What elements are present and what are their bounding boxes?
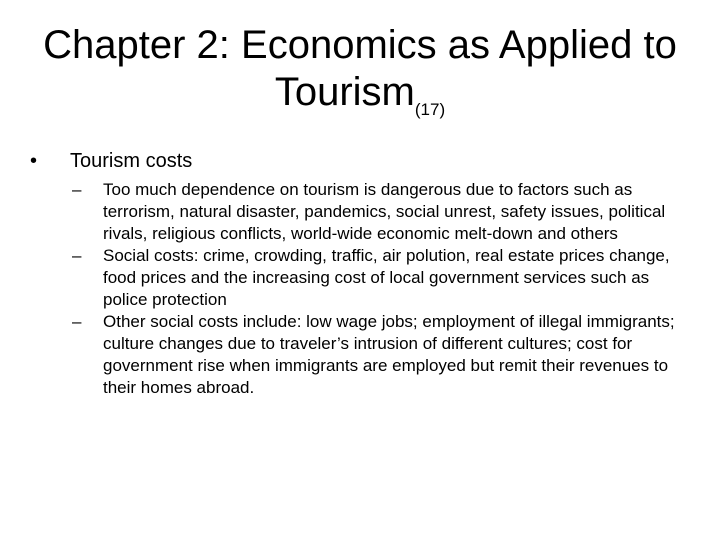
bullet-marker: • — [30, 150, 38, 172]
sub-bullet-item — [30, 311, 690, 399]
bullet-item-tourism-costs — [30, 146, 690, 176]
sub-bullet-item — [30, 245, 690, 311]
sub-bullet-list — [30, 179, 690, 399]
sub-bullet-marker: – — [72, 246, 82, 265]
sub-bullet-text: Social costs: crime, crowding, traffic, air polution, real estate prices change, food prices and the increasing cost of local government services such as police protection — [103, 246, 670, 309]
sub-bullet-text: Other social costs include: low wage jobs; employment of illegal immigrants; culture changes due to traveler’s intrusion of different cultures; cost for government rise when immigrants are employed but remit their revenues to their homes abroad. — [103, 312, 675, 397]
sub-bullet-text: Too much dependence on tourism is dangerous due to factors such as terrorism, natural disaster, pandemics, social unrest, safety issues, political rivals, religious conflicts, world-wide economic melt-down and others — [103, 180, 666, 243]
slide-title-text: Chapter 2: Economics as Applied to Tourism — [43, 23, 677, 114]
sub-bullet-marker: – — [72, 180, 82, 199]
slide-body — [30, 146, 690, 399]
bullet-text: Tourism costs — [70, 150, 193, 172]
slide-title — [20, 22, 700, 119]
sub-bullet-item — [30, 179, 690, 245]
slide-title-reference: (17) — [414, 100, 446, 119]
sub-bullet-marker: – — [72, 312, 82, 331]
